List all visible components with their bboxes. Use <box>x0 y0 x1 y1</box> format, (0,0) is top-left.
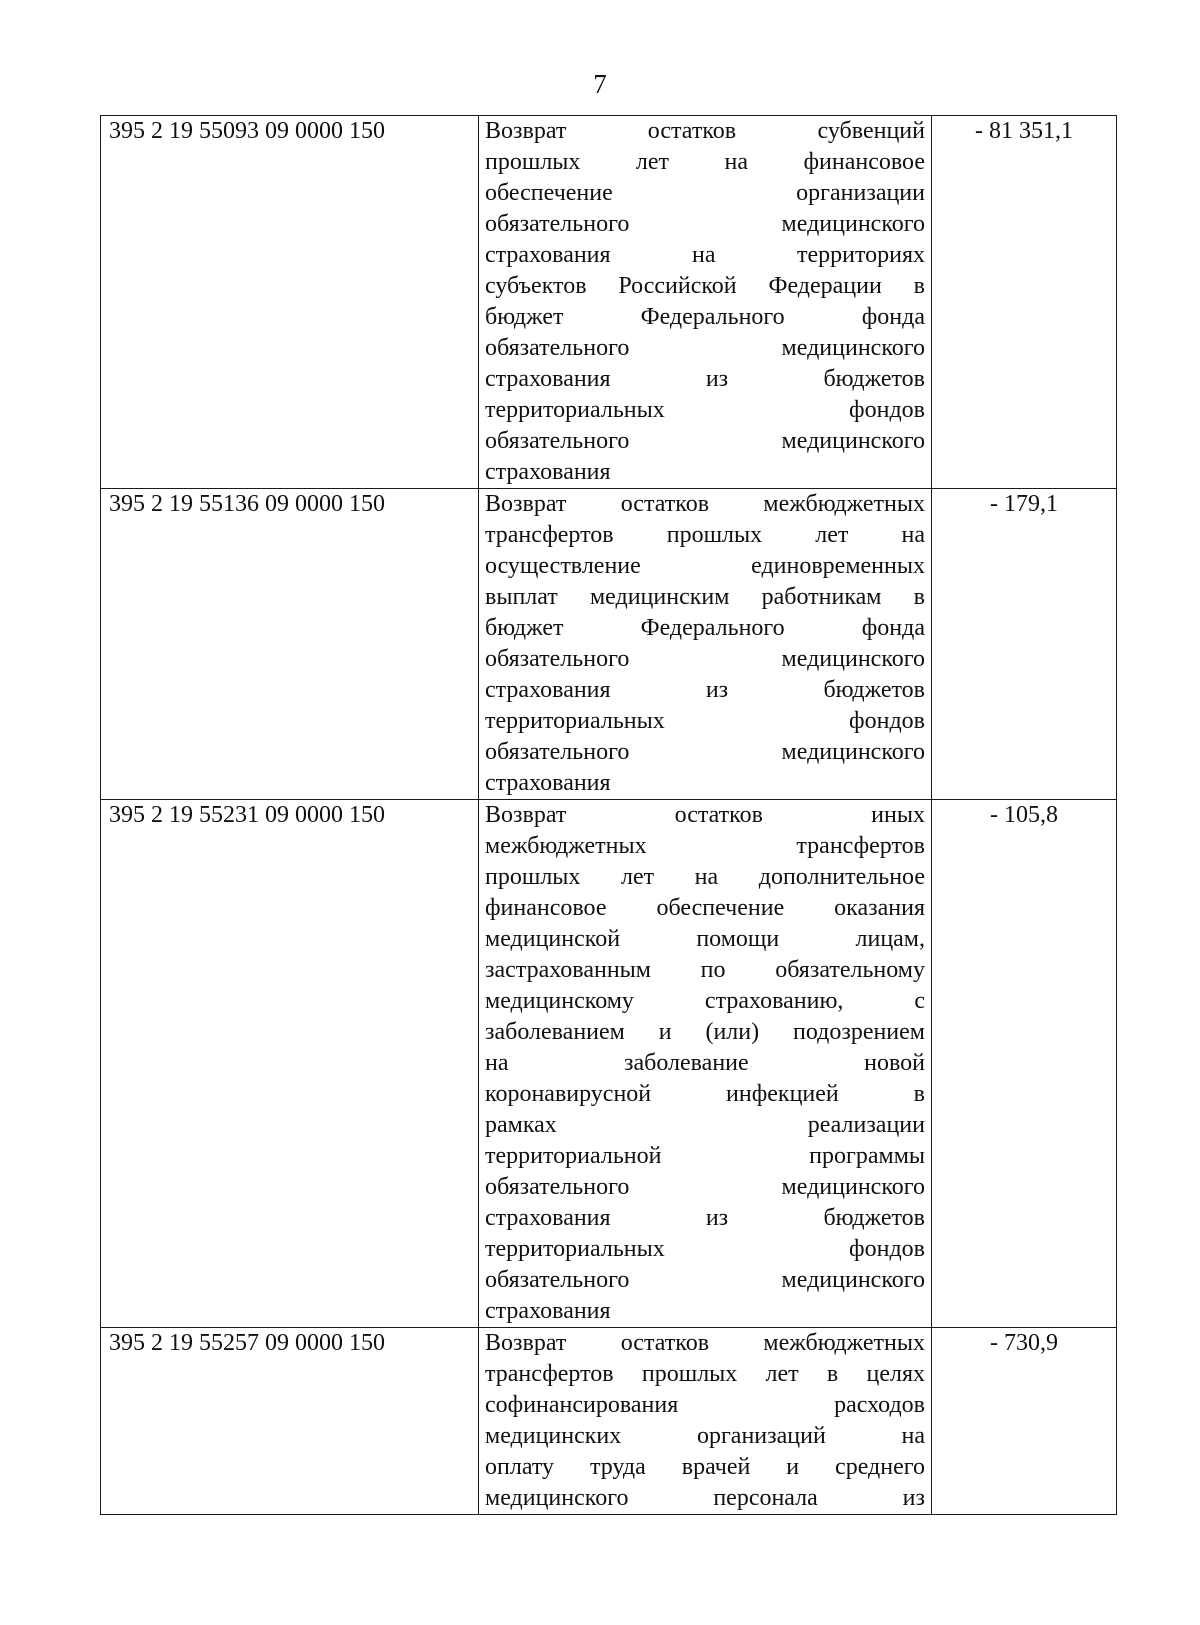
description-line: территориальной программы <box>485 1143 925 1169</box>
description-line: коронавирусной инфекцией в <box>485 1081 925 1107</box>
description-line: обязательного медицинского <box>485 211 925 237</box>
description-line: обязательного медицинского <box>485 739 925 765</box>
description-line: страхования <box>485 1298 611 1324</box>
description-line: застрахованным по обязательному <box>485 957 925 983</box>
description-line: страхования на территориях <box>485 242 925 268</box>
description-line: обязательного медицинского <box>485 428 925 454</box>
description-line: трансфертов прошлых лет в целях <box>485 1361 925 1387</box>
table-row <box>101 116 1117 489</box>
description-line: осуществление единовременных <box>485 553 925 579</box>
description-line: обязательного медицинского <box>485 1174 925 1200</box>
budget-code-cell: 395 2 19 55136 09 0000 150 <box>101 489 479 800</box>
budget-code-cell: 395 2 19 55257 09 0000 150 <box>101 1328 479 1515</box>
description-line: медицинского персонала из <box>485 1485 925 1511</box>
amount-cell: - 105,8 <box>932 800 1117 1328</box>
description-line: межбюджетных трансфертов <box>485 833 925 859</box>
description-line: страхования из бюджетов <box>485 677 925 703</box>
description-line: оплату труда врачей и среднего <box>485 1454 925 1480</box>
description-line: выплат медицинским работникам в <box>485 584 925 610</box>
description-line: медицинской помощи лицам, <box>485 926 925 952</box>
description-line: субъектов Российской Федерации в <box>485 273 925 299</box>
budget-code-cell: 395 2 19 55093 09 0000 150 <box>101 116 479 489</box>
description-line: Возврат остатков иных <box>485 802 925 828</box>
description-line: трансфертов прошлых лет на <box>485 522 925 548</box>
table-body <box>101 116 1117 1515</box>
description-cell <box>479 800 932 1328</box>
description-line: бюджет Федерального фонда <box>485 615 925 641</box>
description-line: Возврат остатков субвенций <box>485 118 925 144</box>
description-line: территориальных фондов <box>485 1236 925 1262</box>
description-line: софинансирования расходов <box>485 1392 925 1418</box>
description-line: страхования из бюджетов <box>485 1205 925 1231</box>
description-cell <box>479 489 932 800</box>
description-line: Возврат остатков межбюджетных <box>485 491 925 517</box>
description-line: заболеванием и (или) подозрением <box>485 1019 925 1045</box>
description-line: обязательного медицинского <box>485 646 925 672</box>
table-row <box>101 800 1117 1328</box>
table-row <box>101 489 1117 800</box>
table-row <box>101 1328 1117 1515</box>
budget-code-cell: 395 2 19 55231 09 0000 150 <box>101 800 479 1328</box>
description-line: страхования <box>485 770 611 796</box>
description-line: территориальных фондов <box>485 397 925 423</box>
description-line: страхования <box>485 459 611 485</box>
description-line: обязательного медицинского <box>485 335 925 361</box>
amount-cell: - 81 351,1 <box>932 116 1117 489</box>
amount-cell: - 179,1 <box>932 489 1117 800</box>
description-line: рамках реализации <box>485 1112 925 1138</box>
description-line: бюджет Федерального фонда <box>485 304 925 330</box>
description-line: медицинских организаций на <box>485 1423 925 1449</box>
page-number: 7 <box>593 69 607 99</box>
budget-table <box>100 115 1117 1515</box>
description-line: страхования из бюджетов <box>485 366 925 392</box>
description-line: на заболевание новой <box>485 1050 925 1076</box>
description-cell <box>479 1328 932 1515</box>
description-line: территориальных фондов <box>485 708 925 734</box>
description-line: Возврат остатков межбюджетных <box>485 1330 925 1356</box>
description-line: прошлых лет на финансовое <box>485 149 925 175</box>
amount-cell: - 730,9 <box>932 1328 1117 1515</box>
description-line: финансовое обеспечение оказания <box>485 895 925 921</box>
description-line: обеспечение организации <box>485 180 925 206</box>
description-cell <box>479 116 932 489</box>
description-line: обязательного медицинского <box>485 1267 925 1293</box>
description-line: прошлых лет на дополнительное <box>485 864 925 890</box>
description-line: медицинскому страхованию, с <box>485 988 925 1014</box>
